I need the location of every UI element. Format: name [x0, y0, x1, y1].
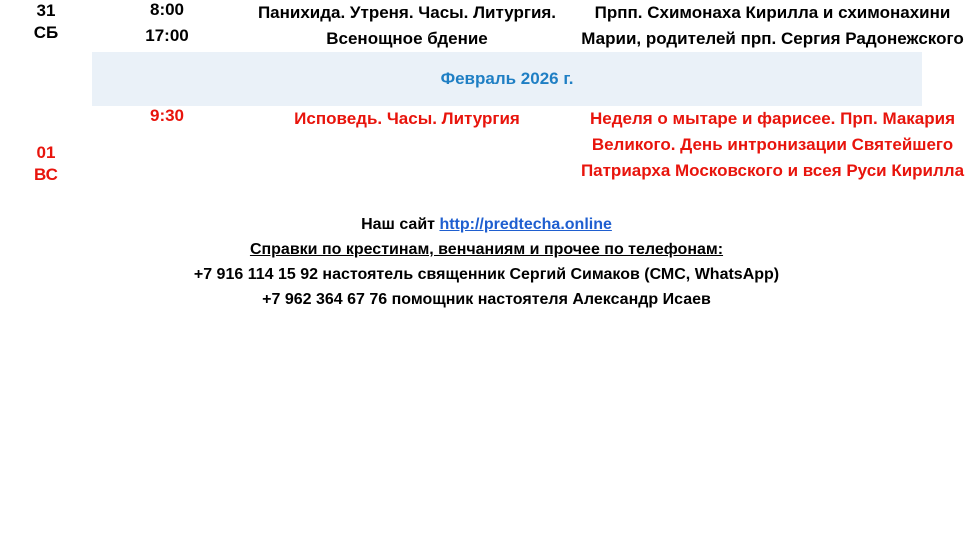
schedule-table — [0, 0, 973, 52]
schedule-table-next-month — [0, 106, 973, 186]
day-weekday: СБ — [33, 23, 59, 42]
month-banner-label: Февраль 2026 г. — [440, 69, 574, 88]
service-time: 17:00 — [145, 26, 189, 45]
commemoration-note: Неделя о мытаре и фарисее. Прп. Макария Великого. День интронизации Святейшего Патриарха Московского и всея Руси Кирилла — [580, 109, 965, 180]
table-row — [0, 106, 973, 186]
day-number: 31 — [36, 1, 56, 20]
service-time: 9:30 — [149, 106, 185, 125]
day-number: 01 — [36, 143, 56, 162]
day-cell — [0, 106, 92, 186]
service-description: Исповедь. Часы. Литургия — [294, 109, 520, 128]
service-description: Всенощное бдение — [326, 29, 488, 48]
footer — [0, 212, 973, 312]
phone-line: +7 916 114 15 92 настоятель священник Сергий Симаков (СМС, WhatsApp) — [193, 266, 780, 283]
service-time: 8:00 — [149, 0, 185, 19]
website-link[interactable]: http://predtecha.online — [439, 216, 612, 233]
website-label: Наш сайт — [361, 216, 440, 233]
service-description: Панихида. Утреня. Часы. Литургия. — [257, 3, 557, 22]
day-weekday: ВС — [34, 165, 58, 184]
phone-line: +7 962 364 67 76 помощник настоятеля Александр Исаев — [262, 291, 711, 308]
website-line — [0, 212, 973, 237]
commemoration-note: Прпп. Схимонаха Кирилла и схимонахини Марии, родителей прп. Сергия Радонежского — [581, 3, 964, 48]
day-cell — [0, 0, 92, 52]
contacts-heading: Справки по крестинам, венчаниям и прочее по телефонам: — [249, 241, 724, 258]
table-row — [0, 0, 973, 26]
month-banner — [92, 52, 922, 106]
